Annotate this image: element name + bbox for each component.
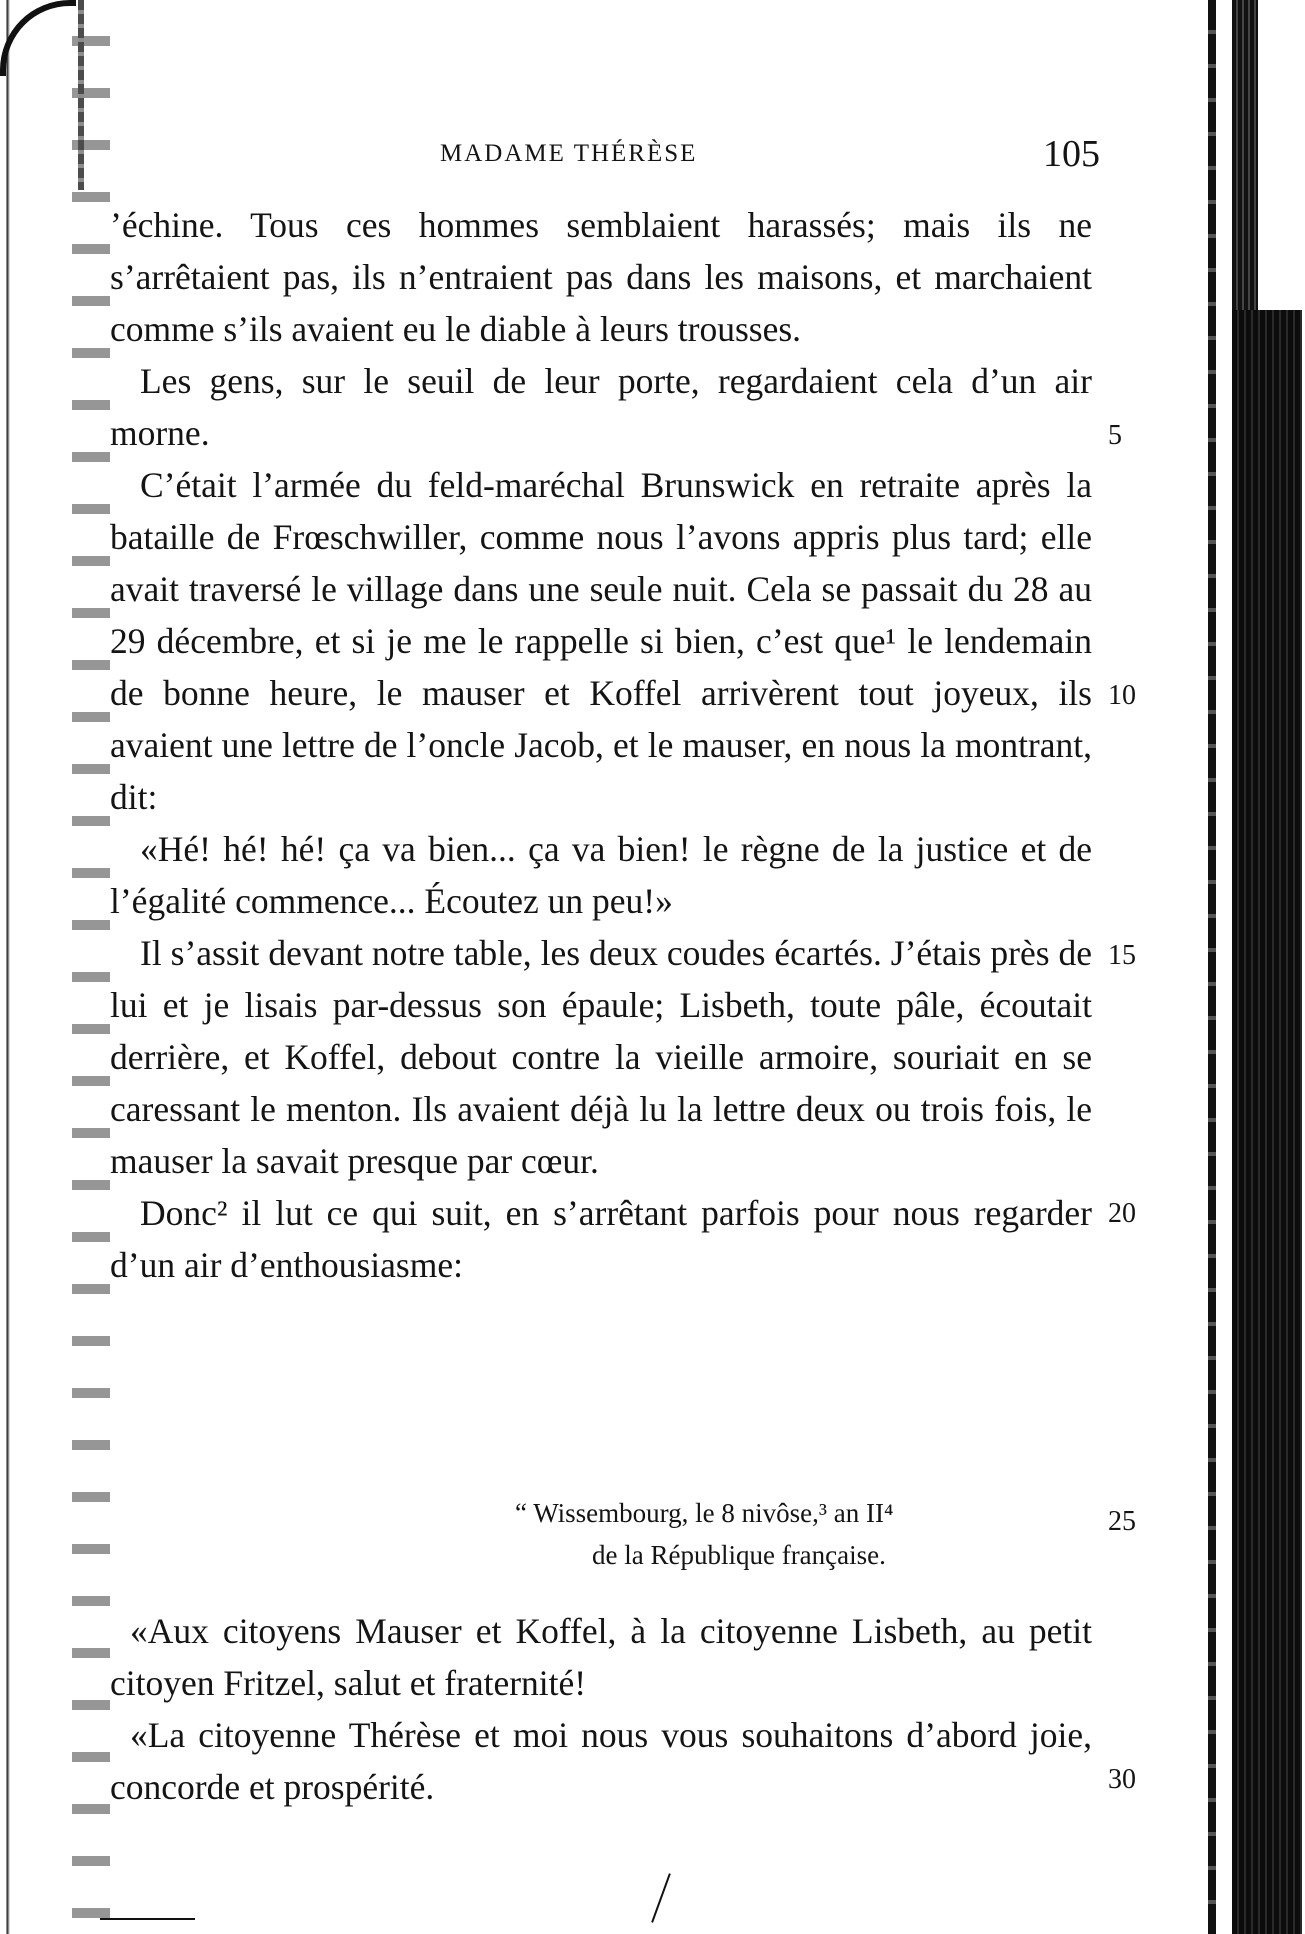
body-text (110, 199, 1092, 1291)
scan-right-edge (1202, 0, 1305, 1934)
stray-mark (651, 1873, 671, 1923)
paragraph: C’était l’armée du feld-maréchal Brunswick en retraite après la bataille de Frœschwiller, comme nous l’avons appris plus tard; elle avait traversé le village dans une seule nuit. Cela se passait du 28 au 29 décembre, et si je me le rappelle si bien, c’est que¹ le lendemain de bonne heure, le mauser et Koffel arrivèrent tout joyeux, ils avaient une lettre de l’oncle Jacob, et le mauser, en nous la montrant, dit: (110, 465, 1092, 817)
line-number: 10 (1108, 680, 1136, 711)
edge-line (1208, 0, 1216, 1934)
paragraph: ’échine. Tous ces hommes semblaient harassés; mais ils ne s’arrêtaient pas, ils n’entraient pas dans les maisons, et marchaient comme s’ils avaient eu le diable à leurs trousses. (110, 205, 1092, 349)
dateline-line: “ Wissembourg, le 8 nivôse,³ an II⁴ (515, 1498, 894, 1528)
scan-left-edge (0, 0, 18, 1934)
edge-shadow (1232, 310, 1302, 1934)
letter-paragraph: «La citoyenne Thérèse et moi nous vous souhaitons d’abord joie, concorde et prospérité. (110, 1715, 1092, 1807)
line-number: 25 (1108, 1506, 1136, 1537)
dateline-line: de la République française. (592, 1540, 886, 1570)
page-number: 105 (1043, 133, 1100, 175)
line-number: 5 (1108, 420, 1122, 451)
paragraph: Donc² il lut ce qui suit, en s’arrêtant parfois pour nous regarder d’un air d’enthousiasme: (110, 1193, 1092, 1285)
letter-dateline (515, 1492, 1075, 1576)
binding-shadow (72, 0, 110, 1934)
line-number: 30 (1108, 1764, 1136, 1795)
edge-shadow-top (1232, 0, 1258, 320)
letter-text (110, 1605, 1092, 1813)
paragraph: Les gens, sur le seuil de leur porte, regardaient cela d’un air morne. (110, 361, 1092, 453)
line-number: 15 (1108, 940, 1136, 971)
paragraph: «Hé! hé! hé! ça va bien... ça va bien! le règne de la justice et de l’égalité commence... Écoutez un peu!» (110, 829, 1092, 921)
letter-paragraph: «Aux citoyens Mauser et Koffel, à la citoyenne Lisbeth, au petit citoyen Fritzel, salut et fraternité! (110, 1611, 1092, 1703)
running-head (110, 130, 1100, 180)
line-number: 20 (1108, 1198, 1136, 1229)
bottom-rule (100, 1918, 195, 1920)
running-title: MADAME THÉRÈSE (440, 140, 698, 167)
paragraph: Il s’assit devant notre table, les deux coudes écartés. J’étais près de lui et je lisais par-dessus son épaule; Lisbeth, toute pâle, écoutait derrière, et Koffel, debout contre la vieille armoire, souriait en se caressant le menton. Ils avaient déjà lu la lettre deux ou trois fois, le mauser la savait presque par cœur. (110, 933, 1092, 1181)
